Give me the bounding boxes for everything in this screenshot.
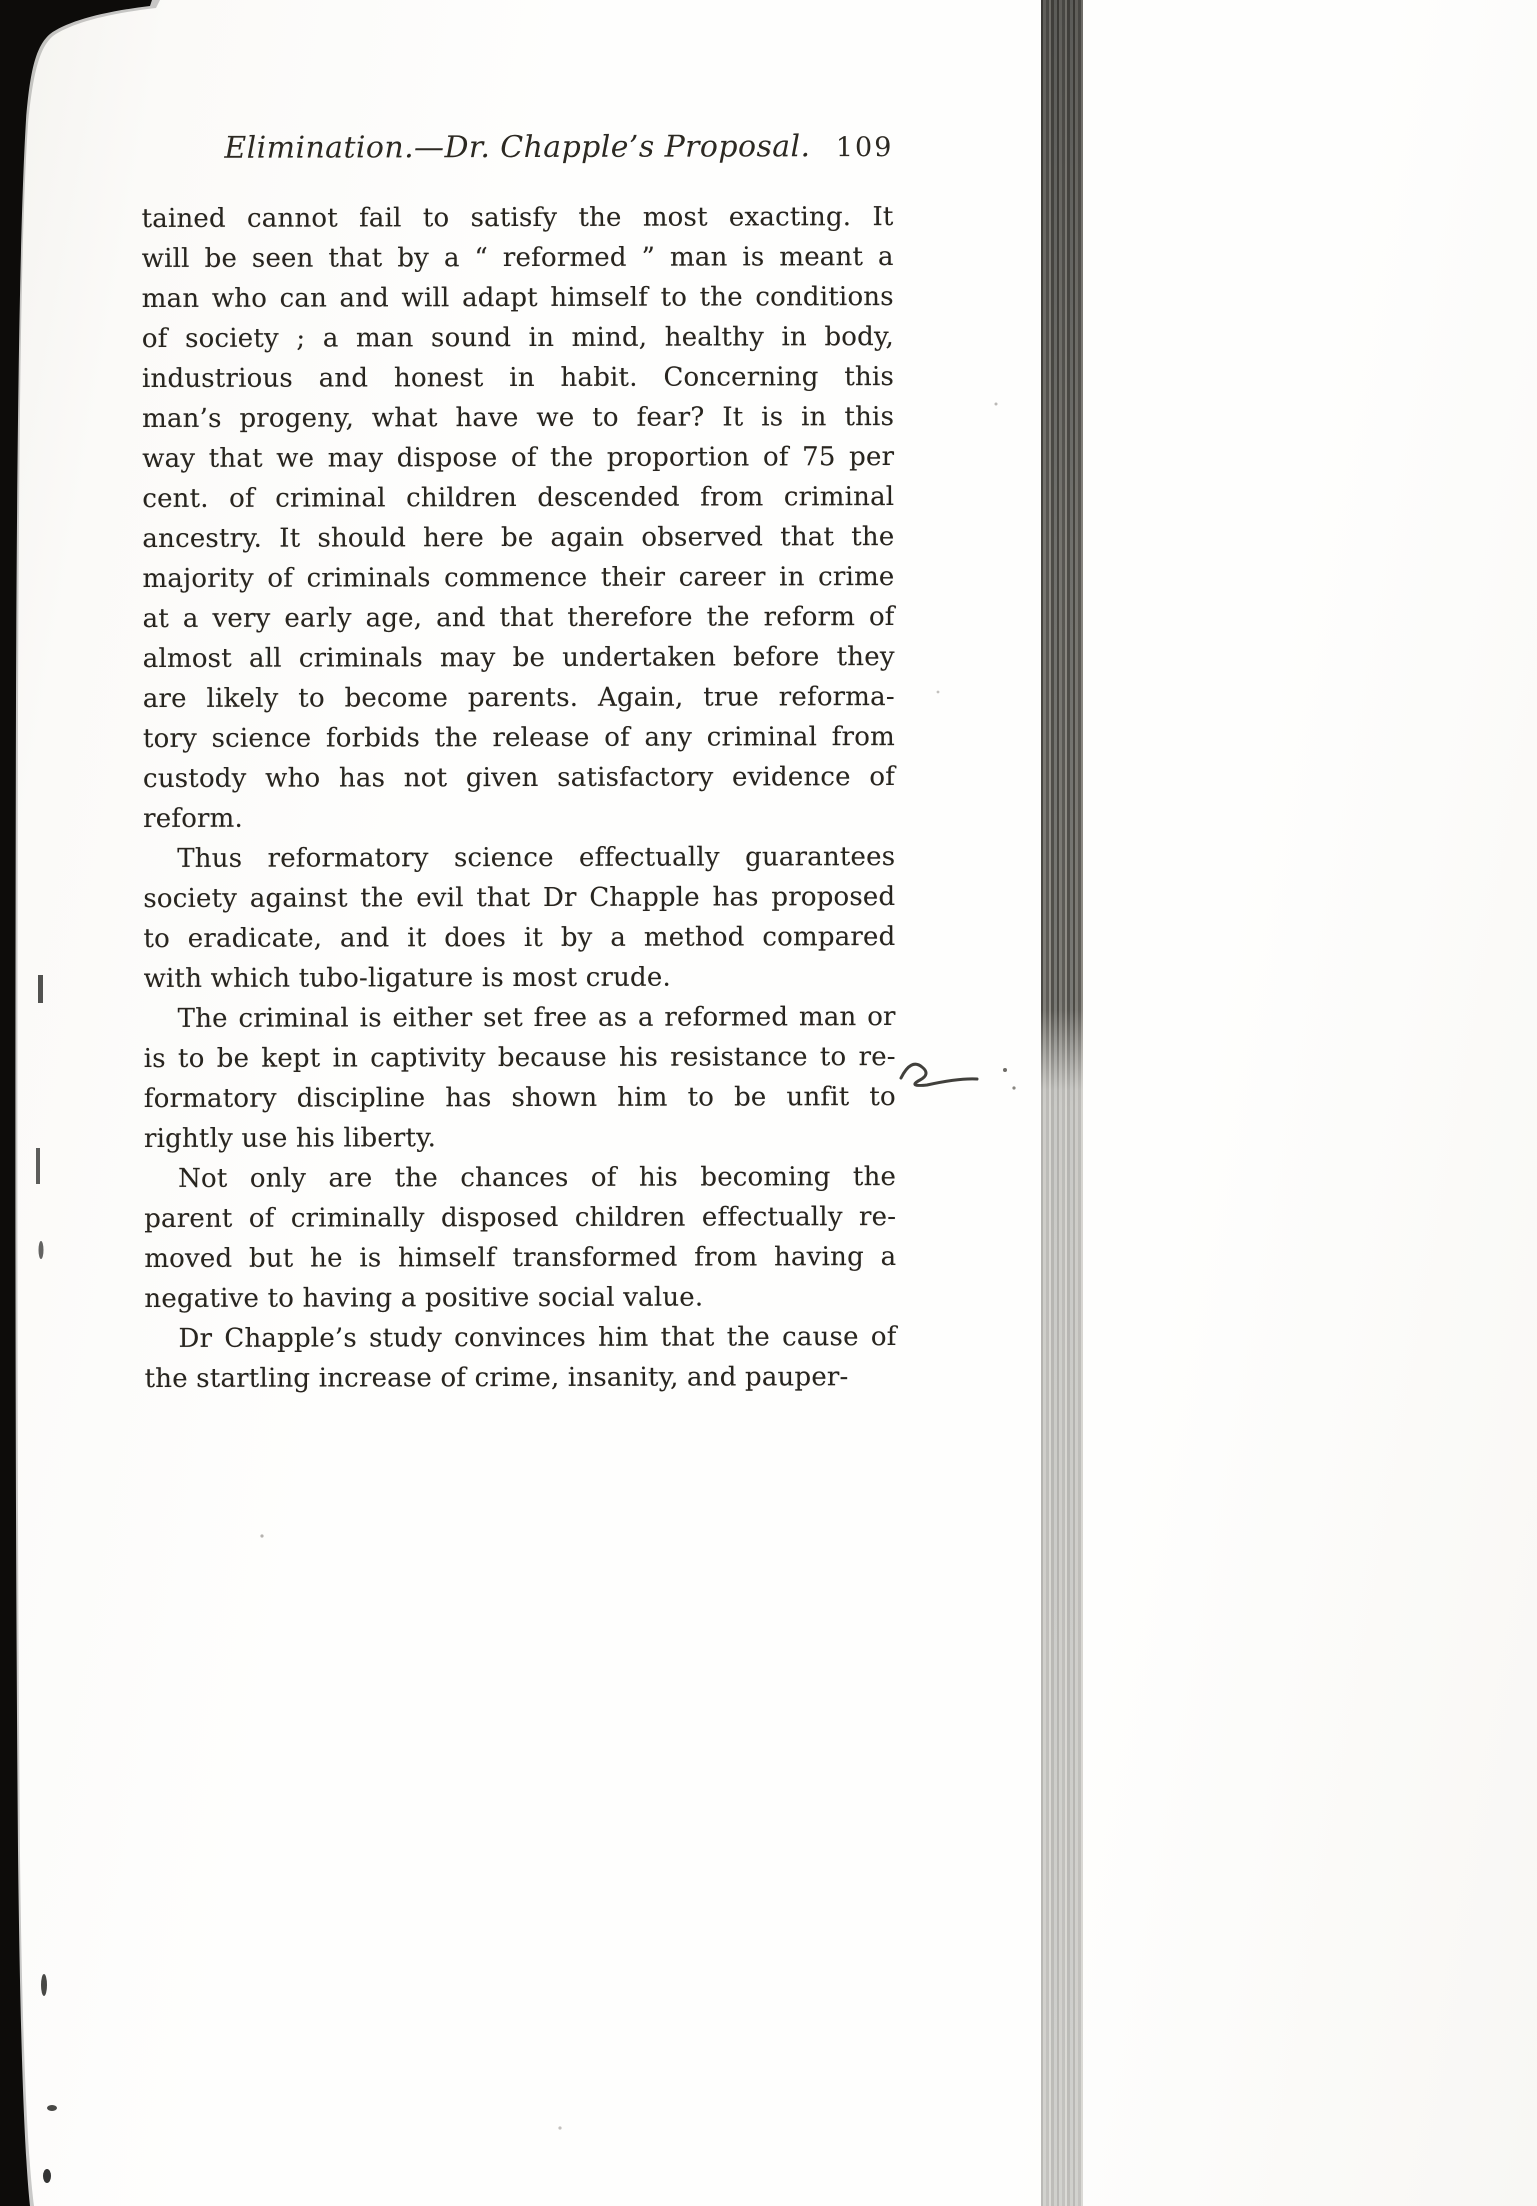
- text-line: Not only are the chances of his becoming the: [178, 1162, 897, 1194]
- text-line: is to be kept in captivity because his resistance to re-: [143, 1042, 896, 1074]
- text-line: of society ; a man sound in mind, healthy in body,: [141, 322, 894, 354]
- text-line: tained cannot fail to satisfy the most exacting. It: [141, 202, 894, 234]
- text-line: parent of criminally disposed children effectually re-: [144, 1202, 897, 1234]
- text-line: formatory discipline has shown him to be unfit to: [143, 1082, 896, 1114]
- running-title: Elimination.—Dr. Chapple’s Proposal.: [224, 129, 811, 166]
- text-line: almost all criminals may be undertaken before they: [142, 642, 895, 674]
- text-line: The criminal is either set free as a reformed man or: [177, 1002, 896, 1034]
- text-line: the startling increase of crime, insanity, and pauper-: [144, 1362, 849, 1394]
- text-line: Thus reformatory science effectually guarantees: [177, 842, 896, 874]
- text-line: majority of criminals commence their career in crime: [142, 562, 895, 594]
- text-line: reform.: [143, 803, 244, 834]
- text-line: with which tubo-ligature is most crude.: [143, 962, 671, 994]
- text-block: [142, 197, 897, 1399]
- text-line: will be seen that by a “ reformed ” man is meant a: [141, 242, 894, 274]
- page-content: [141, 129, 896, 1399]
- text-line: society against the evil that Dr Chapple has proposed: [143, 882, 896, 914]
- text-line: at a very early age, and that therefore the reform of: [142, 602, 895, 634]
- text-line: ancestry. It should here be again observed that the: [142, 522, 895, 554]
- scan-artifact-band: [1041, 0, 1083, 2206]
- text-line: negative to having a positive social value.: [144, 1282, 704, 1314]
- text-line: way that we may dispose of the proportion of 75 per: [142, 442, 895, 474]
- text-line: industrious and honest in habit. Concerning this: [141, 362, 895, 394]
- text-line: are likely to become parents. Again, true reforma-: [142, 682, 895, 714]
- text-line: tory science forbids the release of any criminal from: [142, 722, 895, 754]
- handwritten-mark: [893, 1040, 1028, 1115]
- running-head: [141, 129, 893, 183]
- text-line: cent. of criminal children descended from criminal: [142, 482, 895, 514]
- text-line: man who can and will adapt himself to the conditions: [141, 282, 894, 314]
- text-line: rightly use his liberty.: [143, 1123, 437, 1154]
- text-line: to eradicate, and it does it by a method compared: [143, 922, 896, 954]
- text-line: moved but he is himself transformed from having a: [144, 1242, 897, 1274]
- text-line: Dr Chapple’s study convinces him that the cause of: [178, 1322, 897, 1354]
- page-number: 109: [835, 132, 894, 164]
- text-line: man’s progeny, what have we to fear? It is in this: [142, 402, 895, 434]
- text-line: custody who has not given satisfactory evidence of: [142, 762, 896, 794]
